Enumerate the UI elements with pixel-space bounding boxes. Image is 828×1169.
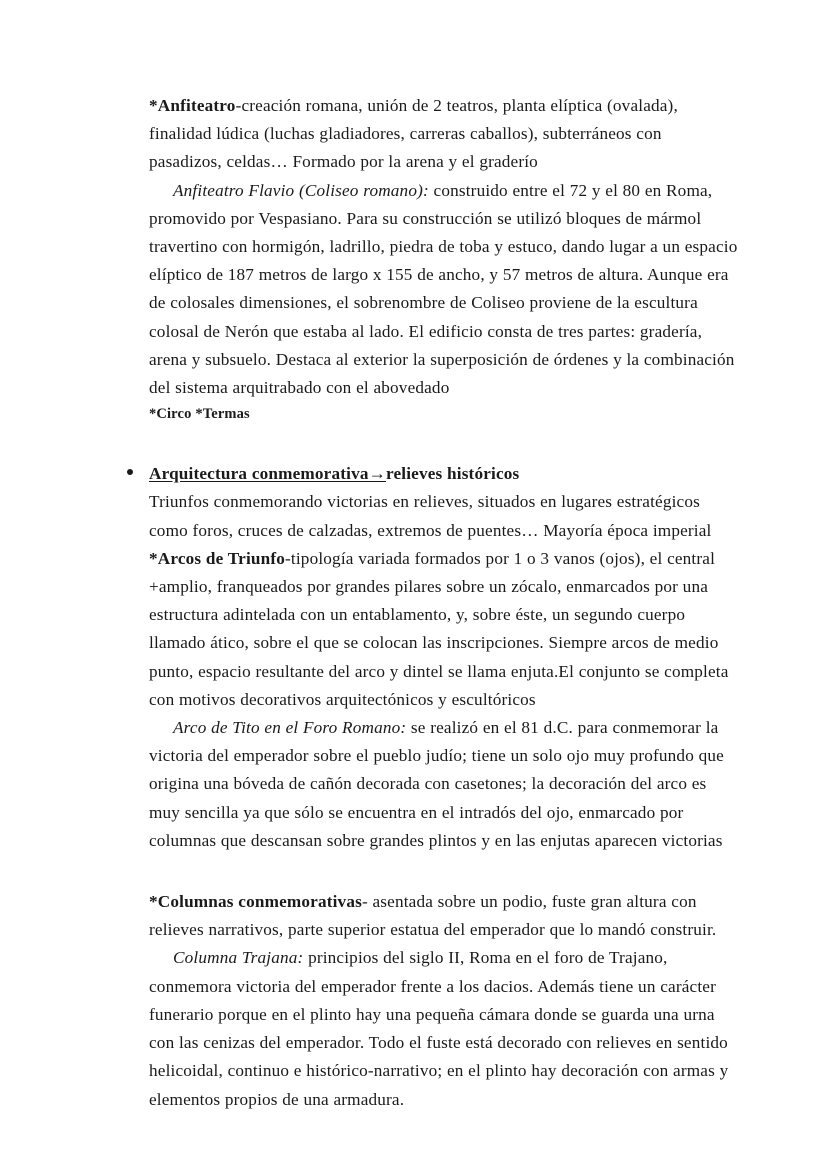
columnas-heading-term: Columnas conmemorativas xyxy=(157,892,362,912)
anfiteatro-heading-term: Anfiteatro xyxy=(157,96,236,115)
arcos-triunfo-text: -tipología variada formados por 1 o 3 vanos (ojos), el central +amplio, franqueados por grandes pilares sobre un zócalo, enmarcados por una estructura adintelada con un entablamento, y, sobre éste, un segundo cuerpo llamado ático, sobre el que se colocan las inscripciones. Siempre arcos de medio punto, espacio resultante del arco y dintel se llama enjuta.El conjunto se completa con motivos decorativos arquitectónicos y escultóricos xyxy=(149,548,729,709)
conmemorativa-intro-paragraph: Triunfos conmemorando victorias en relieves, situados en lugares estratégicos como foros, cruces de calzadas, extremos de puentes… Mayoría época imperial xyxy=(149,492,712,540)
anfiteatro-extra-items: *Circo *Termas xyxy=(149,406,250,423)
anfiteatro-heading-text: -creación romana, unión de 2 teatros, planta elíptica (ovalada), finalidad lúdica (luchas gladiadores, carreras caballos), subterráneos con pasadizos, celdas… Formado por la arena y el graderío xyxy=(149,96,678,172)
columnas-heading-text: - asentada sobre un podio, fuste gran altura con relieves narrativos, parte superior estatua del emperador que lo mandó construir. xyxy=(149,892,717,940)
anfiteatro-heading-paragraph xyxy=(149,92,738,177)
anfiteatro-flavio-text: construido entre el 72 y el 80 en Roma, promovido por Vespasiano. Para su construcción se utilizó bloques de mármol travertino con hormigón, ladrillo, piedra de toba y estuco, dando lugar a un espacio elíptico de 187 metros de largo x 155 de ancho, y 57 metros de altura. Aunque era de colosales dimensiones, el sobrenombre de Coliseo proviene de la escultura colosal de Nerón que estaba al lado. El edificio consta de tres partes: gradería, arena y subsuelo. Destaca al exterior la superposición de órdenes y la combinación del sistema arquitrabado con el abovedado xyxy=(149,180,738,398)
asterisk-marker: * xyxy=(149,892,158,912)
columnas-heading-paragraph xyxy=(149,888,738,944)
anfiteatro-flavio-title: Anfiteatro Flavio (Coliseo romano): xyxy=(173,180,429,200)
section-columnas-conmemorativas xyxy=(149,888,738,1114)
conmemorativa-heading-bold: relieves históricos xyxy=(385,464,520,484)
conmemorativa-heading-underlined: Arquitectura conmemorativa→ xyxy=(149,464,386,484)
arcos-triunfo-term: Arcos de Triunfo xyxy=(157,548,286,568)
columna-trajana-title: Columna Trajana: xyxy=(173,948,304,968)
asterisk-marker: * xyxy=(149,96,158,115)
arco-tito-text: se realizó en el 81 d.C. para conmemorar la victoria del emperador sobre el pueblo judío; tiene un solo ojo muy profundo que origina una bóveda de cañón decorada con casetones; la decoración del arco es muy sencilla ya que sólo se encuentra en el intradós del ojo, enmarcado por columnas que descansan sobre grandes plintos y en las enjutas aparecen victorias xyxy=(149,718,724,850)
arcos-triunfo-paragraph xyxy=(149,545,738,714)
section-gap-2 xyxy=(149,855,738,888)
conmemorativa-heading-paragraph xyxy=(149,460,738,488)
arco-tito-paragraph xyxy=(149,714,738,855)
asterisk-marker: * xyxy=(149,548,158,568)
bullet-point-icon xyxy=(127,469,133,475)
columna-trajana-paragraph xyxy=(149,944,738,1113)
section-gap-1 xyxy=(149,427,738,460)
arco-tito-title: Arco de Tito en el Foro Romano: xyxy=(173,718,407,738)
document-body xyxy=(149,92,738,1114)
columna-trajana-text: principios del siglo II, Roma en el foro de Trajano, conmemora victoria del emperador frente a los dacios. Además tiene un carácter funerario porque en el plinto hay una pequeña cámara donde se guarda una urna con las cenizas del emperador. Todo el fuste está decorado con relieves en sentido helicoidal, continuo e histórico-narrativo; en el plinto hay decoración con armas y elementos propios de una armadura. xyxy=(149,948,729,1109)
section-arquitectura-conmemorativa xyxy=(149,460,738,855)
anfiteatro-flavio-paragraph xyxy=(149,177,738,403)
section-anfiteatro xyxy=(149,92,738,427)
